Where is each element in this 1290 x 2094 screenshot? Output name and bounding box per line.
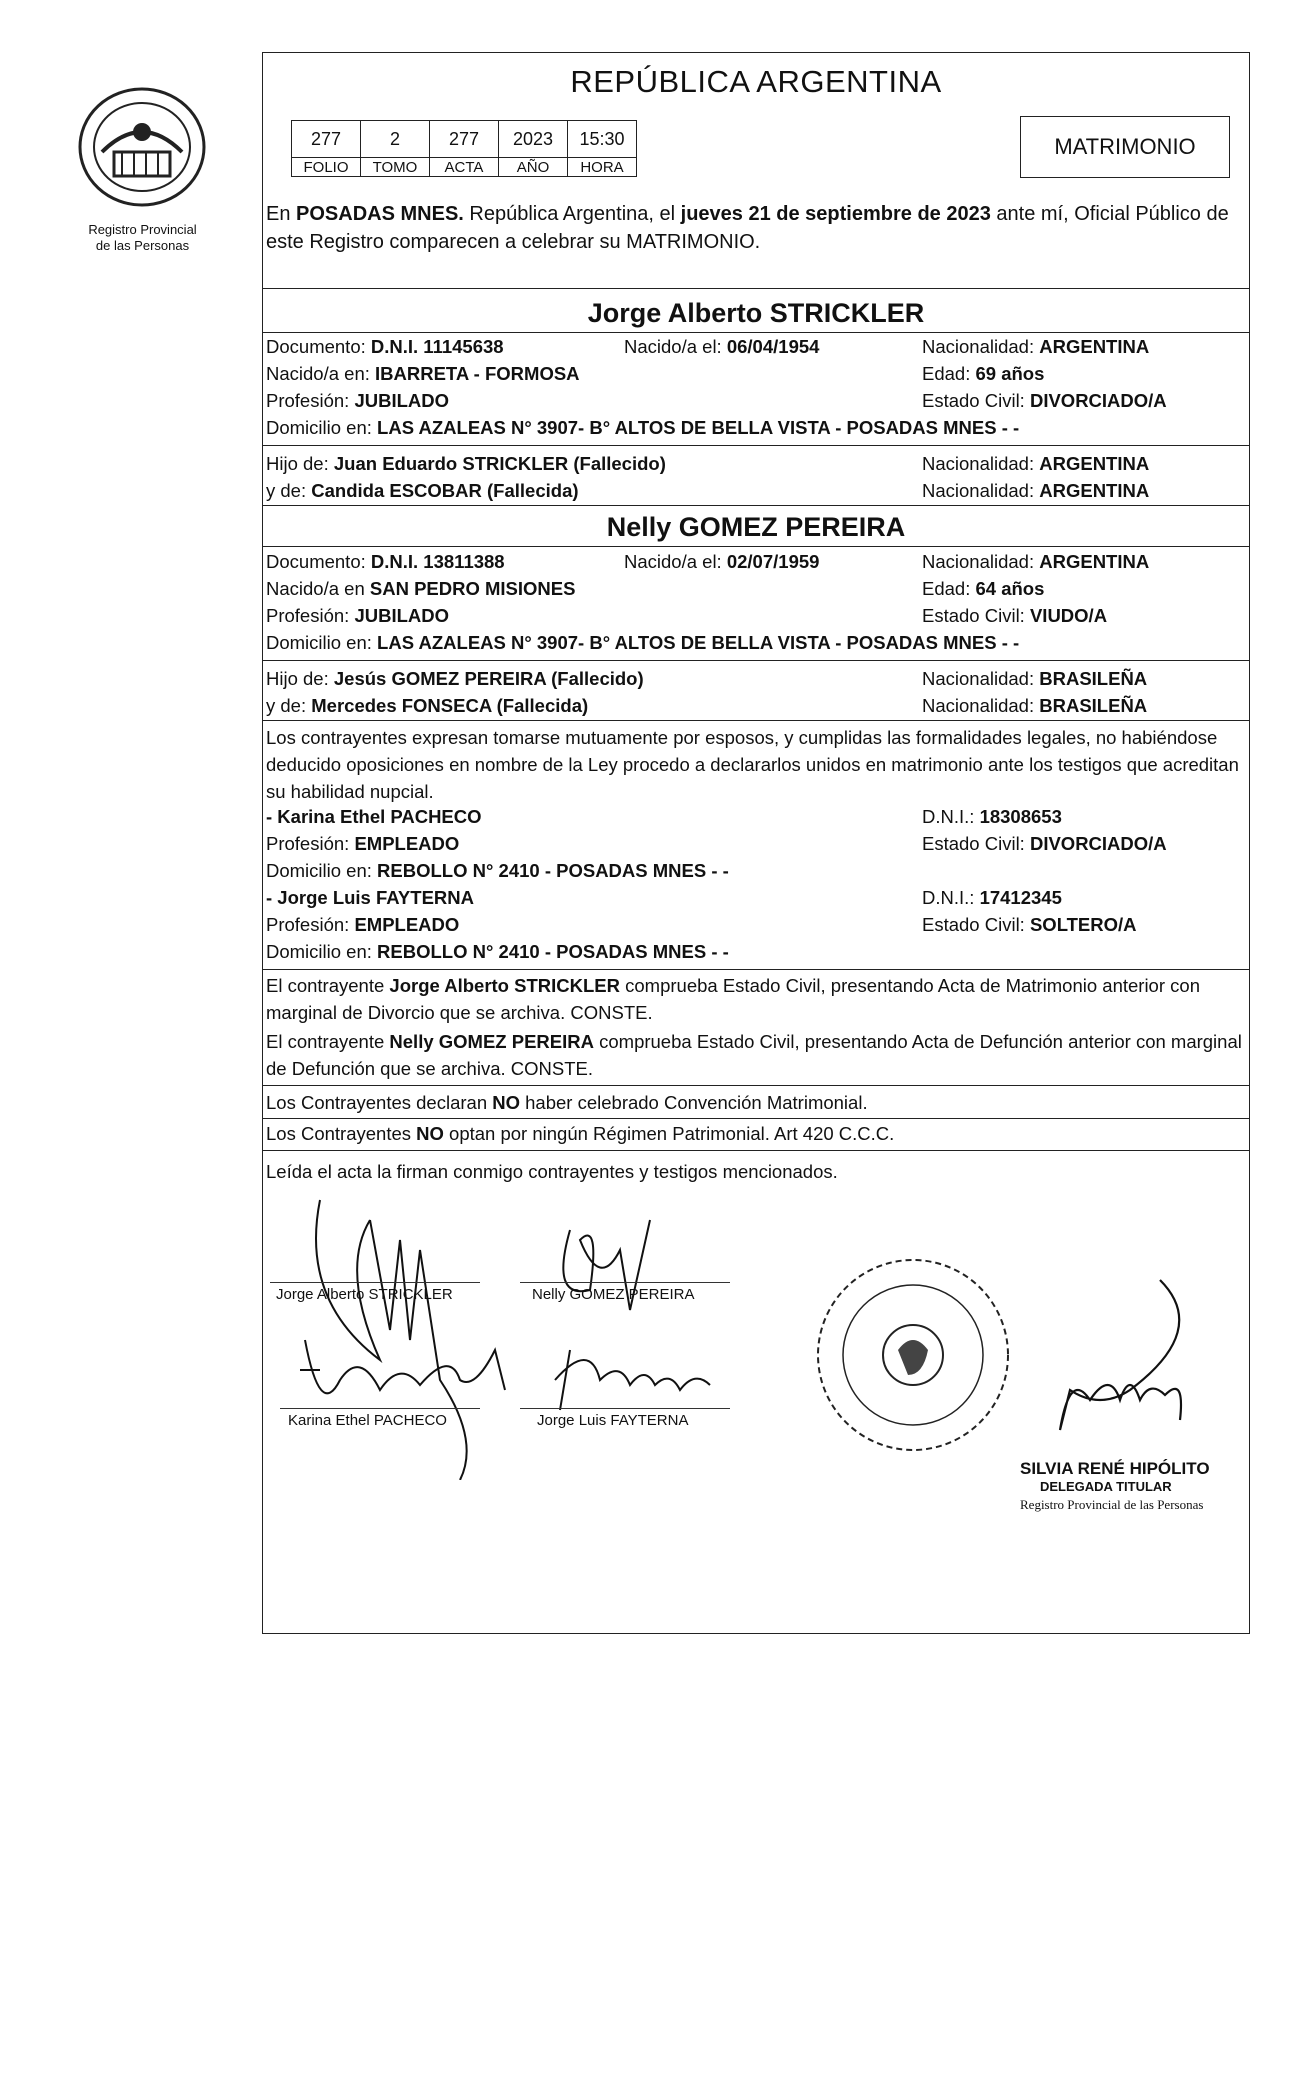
officer-org: Registro Provincial de las Personas [1020,1497,1204,1512]
c2-padre-nacionalidad [922,668,1147,690]
c1-profesion [266,390,449,412]
act-type-box: MATRIMONIO [1020,116,1230,178]
signature-label-3: Karina Ethel PACHECO [288,1412,447,1429]
divider [262,332,1250,333]
label: Profesión: [266,833,350,854]
tomo-value: 2 [361,121,430,158]
intro-place: POSADAS MNES. [296,203,464,225]
value: Mercedes FONSECA (Fallecida) [311,695,589,716]
value: IBARRETA - FORMOSA [375,363,580,384]
c1-estado-civil [922,390,1167,412]
officer-signature-icon [1010,1270,1210,1470]
value: EMPLEADO [354,833,460,854]
value: VIUDO/A [1029,605,1108,626]
text: El contrayente [266,1031,390,1052]
testigo2-estado [922,914,1137,936]
anio-label: AÑO [499,158,568,177]
folio-value: 277 [292,121,361,158]
value: 64 años [975,578,1045,599]
c1-madre-nacionalidad [922,480,1149,502]
value: REBOLLO N° 2410 - POSADAS MNES - - [377,860,729,881]
c2-domicilio [266,632,1019,654]
emphasis: NO [492,1092,520,1113]
tomo-label: TOMO [361,158,430,177]
value: Juan Eduardo STRICKLER (Fallecido) [333,453,666,474]
value: Jesús GOMEZ PEREIRA (Fallecido) [333,668,644,689]
text: haber celebrado Convención Matrimonial. [520,1092,868,1113]
value: ARGENTINA [1039,551,1150,572]
contrayente1-name: Jorge Alberto STRICKLER [587,298,925,328]
label: Nacido/a en [266,578,365,599]
label: Nacido/a en: [266,363,370,384]
value: BRASILEÑA [1039,695,1148,716]
value: LAS AZALEAS N° 3907- B° ALTOS DE BELLA VISTA - POSADAS MNES - - [377,632,1020,653]
value: ARGENTINA [1039,453,1150,474]
note-convencion [266,1089,1246,1116]
label: Estado Civil: [922,390,1025,411]
testigo1-name [266,806,482,828]
intro-text-1: En [266,203,297,225]
hora-value: 15:30 [568,121,637,158]
value: 17412345 [979,887,1062,908]
folio-label: FOLIO [292,158,361,177]
label: Profesión: [266,605,350,626]
contrayente2-name: Nelly GOMEZ PEREIRA [606,512,906,542]
officer-title: DELEGADA TITULAR [1040,1479,1172,1494]
c1-edad [922,363,1044,385]
testigo2-domicilio [266,941,729,963]
testigo2-dni [922,887,1062,909]
hora-label: HORA [568,158,637,177]
divider [262,720,1250,721]
value: ARGENTINA [1039,336,1150,357]
divider [262,546,1250,547]
closing-statement: Leída el acta la firman conmigo contrayentes y testigos mencionados. [266,1161,838,1182]
registry-label-line2: de las Personas [95,238,190,253]
signature-label-2: Nelly GOMEZ PEREIRA [532,1286,695,1303]
testigo2-profesion [266,914,459,936]
text: optan por ningún Régimen Patrimonial. Art 420 C.C.C. [443,1123,895,1144]
registry-label-line1: Registro Provincial [88,222,197,237]
official-stamp-icon [808,1250,1018,1460]
text: Los Contrayentes declaran [266,1092,493,1113]
value: SAN PEDRO MISIONES [369,578,576,599]
label: Nacido/a el: [624,336,722,357]
label: Nacionalidad: [922,551,1035,572]
value: REBOLLO N° 2410 - POSADAS MNES - - [377,941,729,962]
c2-nacionalidad [922,551,1149,573]
record-table [291,120,637,177]
divider [262,445,1250,446]
c1-nacido-el [624,336,819,358]
c2-madre-nacionalidad [922,695,1147,717]
divider [262,1118,1250,1119]
label: Nacionalidad: [922,336,1035,357]
officer-block [1020,1460,1210,1514]
c2-nacido-el [624,551,819,573]
text: comprueba Estado Civil, presentando Acta de Matrimonio anterior con marginal de Divorcio que se archiva. CONSTE. [266,975,1200,1023]
value: DIVORCIADO/A [1029,390,1167,411]
name: Jorge Alberto STRICKLER [389,975,620,996]
c2-estado-civil [922,605,1107,627]
value: ARGENTINA [1039,480,1150,501]
divider [262,660,1250,661]
c1-padre-nacionalidad [922,453,1149,475]
label: Nacido/a el: [624,551,722,572]
note-estado-civil-2 [266,1028,1246,1082]
value: Candida ESCOBAR (Fallecida) [311,480,579,501]
label: Hijo de: [266,453,329,474]
value: 06/04/1954 [726,336,820,357]
label: Documento: [266,336,366,357]
c2-nacido-en [266,578,575,600]
testigo1-estado [922,833,1167,855]
label: D.N.I.: [922,806,975,827]
testigo1-profesion [266,833,459,855]
provincial-seal-icon [72,82,212,212]
value: JUBILADO [354,605,449,626]
label: Edad: [922,578,971,599]
value: - Jorge Luis FAYTERNA [266,887,474,908]
officer-name: SILVIA RENÉ HIPÓLITO [1020,1459,1210,1478]
note-estado-civil-1 [266,972,1246,1026]
c2-padre [266,668,644,690]
signature-line [280,1408,480,1409]
divider [262,1150,1250,1151]
c1-domicilio [266,417,1019,439]
value: LAS AZALEAS N° 3907- B° ALTOS DE BELLA VISTA - POSADAS MNES - - [377,417,1020,438]
text: Los Contrayentes [266,1123,417,1144]
c1-nacionalidad [922,336,1149,358]
intro-paragraph [266,200,1246,256]
label: Domicilio en: [266,417,372,438]
anio-value: 2023 [499,121,568,158]
value: EMPLEADO [354,914,460,935]
value: 18308653 [979,806,1062,827]
label: Estado Civil: [922,833,1025,854]
c2-documento [266,551,505,573]
intro-text-2: República Argentina, el [463,203,681,225]
acta-label: ACTA [430,158,499,177]
value: D.N.I. 11145638 [370,336,504,357]
signature-label-1: Jorge Alberto STRICKLER [276,1286,453,1303]
acta-value: 277 [430,121,499,158]
divider [262,505,1250,506]
label: Domicilio en: [266,632,372,653]
value: JUBILADO [354,390,449,411]
testigo1-dni [922,806,1062,828]
testigo1-domicilio [266,860,729,882]
signature-line [520,1408,730,1409]
label: Hijo de: [266,668,329,689]
label: y de: [266,480,307,501]
label: Domicilio en: [266,941,372,962]
c2-profesion [266,605,449,627]
value: D.N.I. 13811388 [370,551,505,572]
value: 69 años [975,363,1045,384]
label: Nacionalidad: [922,480,1035,501]
value: SOLTERO/A [1029,914,1137,935]
c1-madre [266,480,579,502]
label: Domicilio en: [266,860,372,881]
registry-label [60,222,225,254]
signature-line [270,1282,480,1283]
label: Nacionalidad: [922,668,1035,689]
label: Estado Civil: [922,914,1025,935]
divider [262,288,1250,289]
signature-label-4: Jorge Luis FAYTERNA [537,1412,689,1429]
value: 02/07/1959 [726,551,820,572]
label: Profesión: [266,914,350,935]
testigo2-name [266,887,474,909]
intro-text-3: ante mí, Oficial Público de este Registro comparecen a celebrar su MATRIMONIO. [266,203,1229,253]
c1-documento [266,336,504,358]
c1-padre [266,453,666,475]
value: DIVORCIADO/A [1029,833,1167,854]
text: El contrayente [266,975,390,996]
text: comprueba Estado Civil, presentando Acta de Defunción anterior con marginal de Defunción que se archiva. CONSTE. [266,1031,1242,1079]
label: Estado Civil: [922,605,1025,626]
label: Documento: [266,551,366,572]
emphasis: NO [416,1123,444,1144]
country-title: REPÚBLICA ARGENTINA [570,64,942,99]
label: y de: [266,695,307,716]
divider [262,1085,1250,1086]
c2-madre [266,695,588,717]
label: Nacionalidad: [922,695,1035,716]
label: D.N.I.: [922,887,975,908]
value: BRASILEÑA [1039,668,1148,689]
signature-line [520,1282,730,1283]
label: Edad: [922,363,971,384]
divider [262,969,1250,970]
declaration-paragraph: Los contrayentes expresan tomarse mutuamente por esposos, y cumplidas las formalidades legales, no habiéndose deducido oposiciones en nombre de la Ley procedo a declararlos unidos en matrimonio ante los testigos que acreditan su habilidad nupcial. [266,727,1239,802]
label: Profesión: [266,390,350,411]
signature-strokes-icon [300,1180,760,1480]
c2-edad [922,578,1044,600]
value: - Karina Ethel PACHECO [266,806,482,827]
intro-date: jueves 21 de septiembre de 2023 [680,203,991,225]
label: Nacionalidad: [922,453,1035,474]
name: Nelly GOMEZ PEREIRA [389,1031,594,1052]
c1-nacido-en [266,363,580,385]
note-regimen [266,1120,1246,1147]
